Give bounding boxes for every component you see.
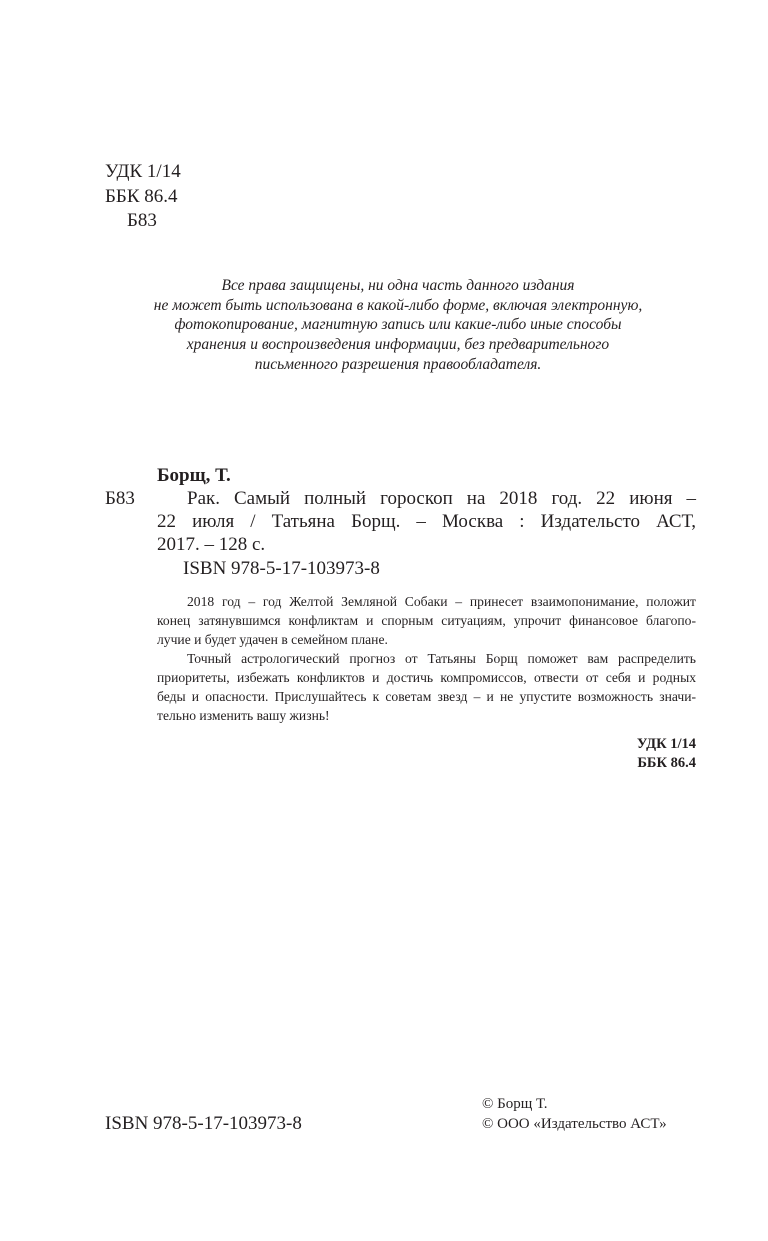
catalog-author: Борщ, Т. xyxy=(157,465,231,486)
catalog-isbn: ISBN 978-5-17-103973-8 xyxy=(183,558,380,579)
annotation-line: 2018 год – год Желтой Земляной Собаки – принесет взаимопонимание, положит xyxy=(187,594,696,609)
rights-line: Все права защищены, ни одна часть данного издания xyxy=(221,277,575,294)
rights-line: письменного разрешения правообладателя. xyxy=(254,355,542,373)
rights-line: не может быть использована в какой-либо форме, включая электронную, xyxy=(153,296,643,314)
bbk-code: ББК 86.4 xyxy=(105,186,178,207)
copyright-publisher: © ООО «Издательство АСТ» xyxy=(482,1116,667,1132)
annotation-line: приоритеты, избежать конфликтов и достичь компромиссов, отвести от себя и родных xyxy=(157,670,696,685)
rights-notice xyxy=(100,276,696,375)
rights-line: хранения и воспроизведения информации, без предварительного xyxy=(186,336,610,354)
catalog-title-line: 22 июля / Татьяна Борщ. – Москва : Издательсто АСТ, xyxy=(157,511,696,532)
copyright-author: © Борщ Т. xyxy=(482,1096,548,1112)
annotation-line: Точный астрологический прогноз от Татьяны Борщ поможет вам распределить xyxy=(187,651,696,666)
annotation-line: конец затянувшимся конфликтам и спорным ситуациям, упрочит финансовое благопо- xyxy=(157,613,696,628)
udk-code: УДК 1/14 xyxy=(105,161,181,182)
annotation-line: лучие и будет удачен в семейном плане. xyxy=(157,632,388,647)
catalog-mark: Б83 xyxy=(105,488,135,509)
rights-line: фотокопирование, магнитную запись или какие-либо иные способы xyxy=(174,316,622,334)
annotation-udk: УДК 1/14 xyxy=(636,736,696,752)
footer-isbn: ISBN 978-5-17-103973-8 xyxy=(105,1113,302,1134)
annotation-bbk: ББК 86.4 xyxy=(637,755,696,771)
author-mark: Б83 xyxy=(127,210,157,231)
annotation-line: беды и опасности. Прислушайтесь к советам звезд – и не упустите возможность значи- xyxy=(157,689,696,704)
catalog-title-line: Рак. Самый полный гороскоп на 2018 год. 22 июня – xyxy=(187,488,696,509)
annotation-line: тельно изменить вашу жизнь! xyxy=(157,708,330,723)
catalog-title-line: 2017. – 128 с. xyxy=(157,534,266,555)
